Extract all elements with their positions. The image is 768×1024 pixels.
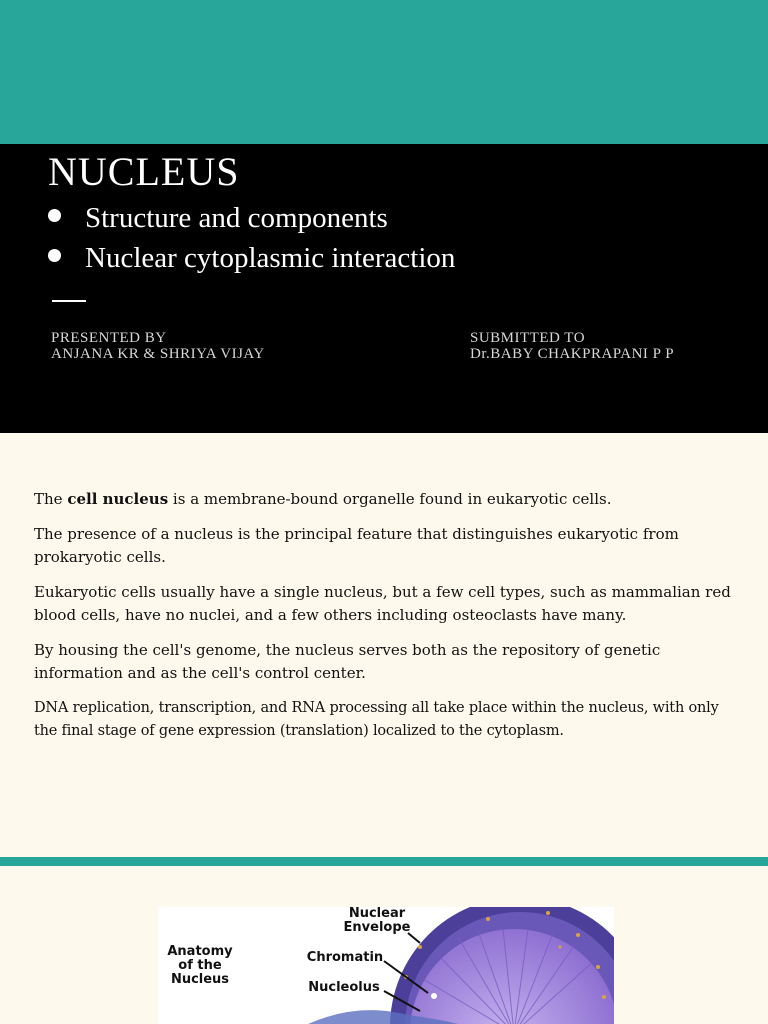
presented-by-label: PRESENTED BY: [51, 330, 167, 346]
section-divider: [0, 857, 768, 866]
nucleus-diagram: [158, 907, 614, 1024]
presented-by: [51, 330, 265, 362]
paragraph: Eukaryotic cells usually have a single nucleus, but a few cell types, such as mammalian red blood cells, have no nuclei, and a few others including osteoclasts have many.: [34, 583, 731, 624]
submitted-to: [470, 330, 674, 362]
topic-item: [48, 198, 455, 238]
envelope-label: Nuclear Envelope: [343, 907, 411, 935]
top-banner: [0, 0, 768, 144]
text: The: [34, 490, 68, 508]
paragraph: [34, 488, 734, 511]
chromatin-label: Chromatin: [306, 950, 384, 965]
nucleolus-marker: [431, 993, 437, 999]
paragraph: The presence of a nucleus is the principal feature that distinguishes eukaryotic from prokaryotic cells.: [34, 525, 679, 566]
topic-list: [48, 198, 455, 278]
title-block: [0, 144, 768, 433]
description: [34, 488, 734, 755]
presenter-names: ANJANA KR & SHRIYA VIJAY: [51, 346, 265, 362]
bullet-icon: [48, 209, 61, 222]
nucleolus-label: Nucleolus: [308, 980, 380, 995]
bullet-icon: [48, 249, 61, 262]
topic-item: [48, 238, 455, 278]
paragraph: By housing the cell's genome, the nucleus serves both as the repository of genetic information and as the cell's control center.: [34, 641, 661, 682]
topic-label: Structure and components: [85, 202, 388, 234]
submitted-to-label: SUBMITTED TO: [470, 330, 586, 346]
submitted-to-name: Dr.BABY CHAKPRAPANI P P: [470, 346, 675, 362]
topic-label: Nuclear cytoplasmic interaction: [85, 242, 456, 274]
figure-title: Anatomy of the Nucleus: [167, 944, 233, 987]
text: is a membrane-bound organelle found in eukaryotic cells.: [168, 490, 612, 508]
paragraph: DNA replication, transcription, and RNA processing all take place within the nucleus, with only the final stage of gene expression (translation) localized to the cytoplasm.: [34, 700, 719, 739]
page-title: NUCLEUS: [48, 149, 240, 194]
divider: [52, 300, 86, 302]
term-highlight: cell nucleus: [67, 490, 169, 508]
